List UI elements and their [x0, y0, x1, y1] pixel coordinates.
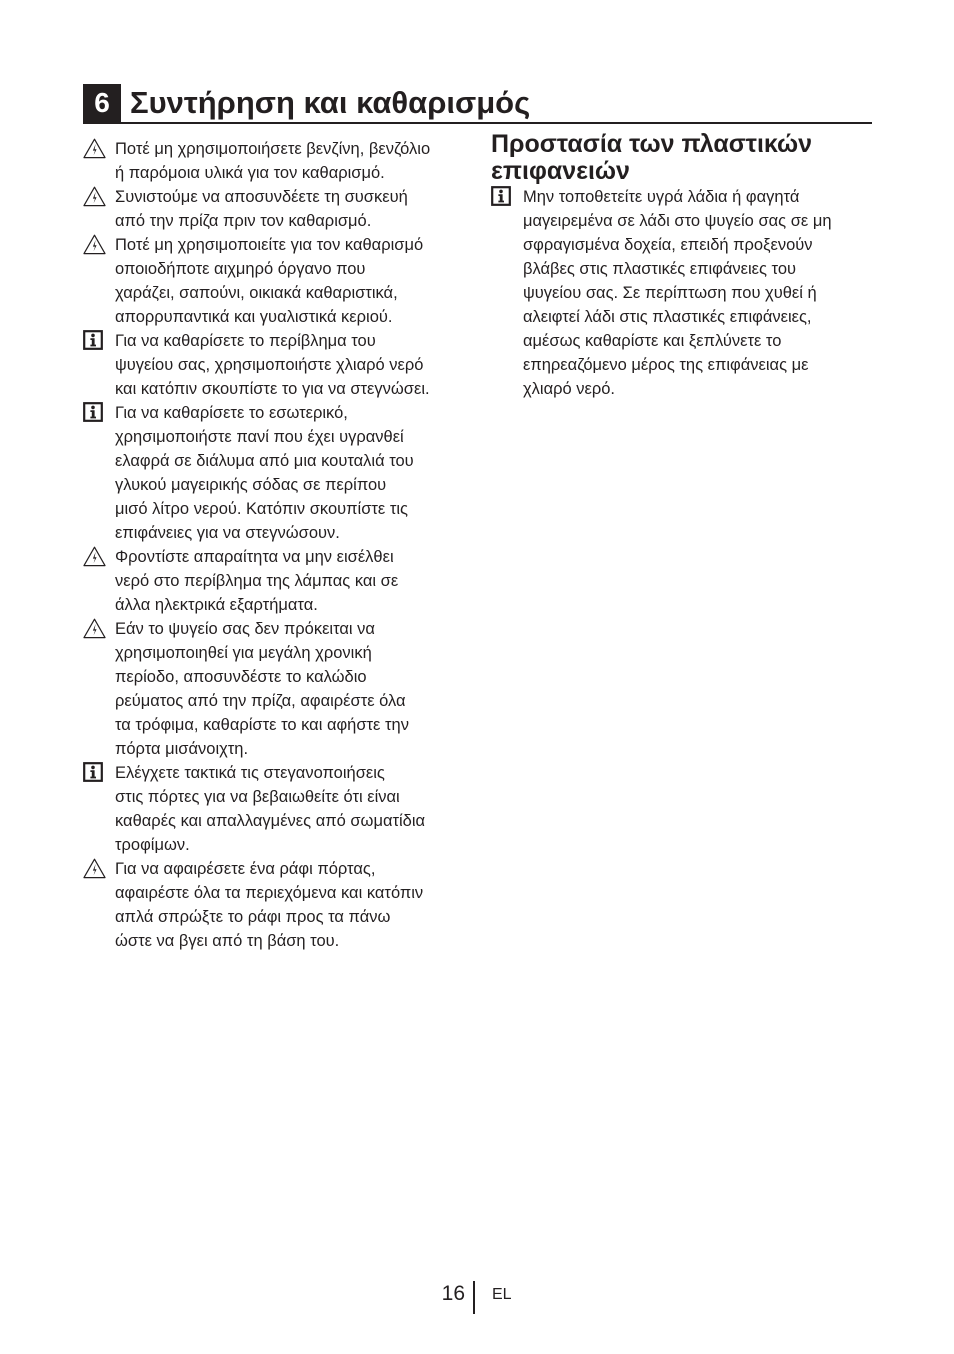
warning-icon [83, 618, 106, 639]
warning-note [83, 185, 478, 233]
info-note [83, 401, 478, 545]
title-underline [83, 122, 872, 124]
note-line: χαράζει, σαπούνι, οικιακά καθαριστικά, [115, 284, 398, 302]
note-line: αμέσως καθαρίστε και ξεπλύνετε το [523, 332, 782, 350]
language-code: EL [492, 1286, 512, 1303]
note-line: και κατόπιν σκουπίστε το για να στεγνώσει. [115, 380, 430, 398]
note-line: πόρτα μισάνοιχτη. [115, 740, 249, 758]
note-line: ή παρόμοια υλικά για τον καθαρισμό. [115, 164, 385, 182]
note-line: απορρυπαντικά και γυαλιστικά κεριού. [115, 308, 393, 326]
warning-note [83, 857, 478, 953]
info-icon [83, 330, 103, 350]
info-icon [83, 762, 103, 782]
note-line: άλλα ηλεκτρικά εξαρτήματα. [115, 596, 318, 614]
note-line: τροφίμων. [115, 836, 190, 854]
note-line: σφραγισμένα δοχεία, επειδή προξενούν [523, 236, 813, 254]
note-line: αφαιρέστε όλα τα περιεχόμενα και κατόπιν [115, 884, 424, 902]
note-line: επηρεαζόμενο μέρος της επιφάνειας με [523, 356, 809, 374]
note-line: χρησιμοποιήστε πανί που έχει υγρανθεί [115, 428, 404, 446]
note-line: Ποτέ μη χρησιμοποιήσετε βενζίνη, βενζόλιο [115, 140, 431, 158]
note-line: χρησιμοποιηθεί για μεγάλη χρονική [115, 644, 372, 662]
note-line: οποιοδήποτε αιχμηρό όργανο που [115, 260, 366, 278]
page-number: 16 [441, 1282, 465, 1305]
right-column [491, 185, 881, 401]
chapter-number-badge: 6 [83, 84, 121, 122]
warning-icon [83, 234, 106, 255]
note-line: απλά σπρώξτε το ράφι προς τα πάνω [115, 908, 391, 926]
note-line: Συνιστούμε να αποσυνδέετε τη συσκευή [115, 188, 408, 206]
note-line: Εάν το ψυγείο σας δεν πρόκειται να [115, 620, 375, 638]
warning-note [83, 545, 478, 617]
note-line: ψυγείου σας. Σε περίπτωση που χυθεί ή [523, 284, 817, 302]
left-column [83, 137, 478, 953]
info-note [491, 185, 881, 401]
note-line: Φροντίστε απαραίτητα να μην εισέλθει [115, 548, 394, 566]
note-line: περίοδο, αποσυνδέστε το καλώδιο [115, 668, 367, 686]
note-line: Ποτέ μη χρησιμοποιείτε για τον καθαρισμό [115, 236, 424, 254]
info-note [83, 329, 478, 401]
note-line: ψυγείου σας, χρησιμοποιήστε χλιαρό νερό [115, 356, 424, 374]
note-line: ώστε να βγει από τη βάση του. [115, 932, 340, 950]
warning-icon [83, 186, 106, 207]
note-line: Ελέγχετε τακτικά τις στεγανοποιήσεις [115, 764, 385, 782]
warning-icon [83, 546, 106, 567]
note-line: καθαρές και απαλλαγμένες από σωματίδια [115, 812, 426, 830]
info-icon [491, 186, 511, 206]
warning-note [83, 233, 478, 329]
warning-note [83, 617, 478, 761]
note-line: βλάβες στις πλαστικές επιφάνειες του [523, 260, 797, 278]
info-icon [83, 402, 103, 422]
note-line: Για να καθαρίσετε το εσωτερικό, [115, 404, 348, 422]
note-line: νερό στο περίβλημα της λάμπας και σε [115, 572, 399, 590]
note-line: ρεύματος από την πρίζα, αφαιρέστε όλα [115, 692, 406, 710]
note-line: μισό λίτρο νερού. Κατόπιν σκουπίστε τις [115, 500, 409, 518]
note-line: αλειφτεί λάδι στις πλαστικές επιφάνειες, [523, 308, 812, 326]
note-line: ελαφρά σε διάλυμα από μια κουταλιά του [115, 452, 414, 470]
info-note [83, 761, 478, 857]
note-line: επιφάνειες για να στεγνώσουν. [115, 524, 340, 542]
note-line: μαγειρεμένα σε λάδι στο ψυγείο σας σε μη [523, 212, 832, 230]
note-line: Για να αφαιρέσετε ένα ράφι πόρτας, [115, 860, 376, 878]
section-heading [491, 131, 812, 185]
note-line: στις πόρτες για να βεβαιωθείτε ότι είναι [115, 788, 400, 806]
note-line: Για να καθαρίσετε το περίβλημα του [115, 332, 376, 350]
footer-divider [473, 1281, 475, 1314]
note-line: γλυκού μαγειρικής σόδας σε περίπου [115, 476, 387, 494]
warning-icon [83, 858, 106, 879]
note-line: τα τρόφιμα, καθαρίστε το και αφήστε την [115, 716, 409, 734]
section-heading-line: επιφανειών [491, 157, 630, 185]
section-heading-line: Προστασία των πλαστικών [491, 130, 813, 158]
warning-icon [83, 138, 106, 159]
warning-note [83, 137, 478, 185]
note-line: από την πρίζα πριν τον καθαρισμό. [115, 212, 372, 230]
note-line: Μην τοποθετείτε υγρά λάδια ή φαγητά [523, 188, 800, 206]
note-line: χλιαρό νερό. [523, 380, 616, 398]
chapter-title: Συντήρηση και καθαρισμός [130, 85, 531, 120]
